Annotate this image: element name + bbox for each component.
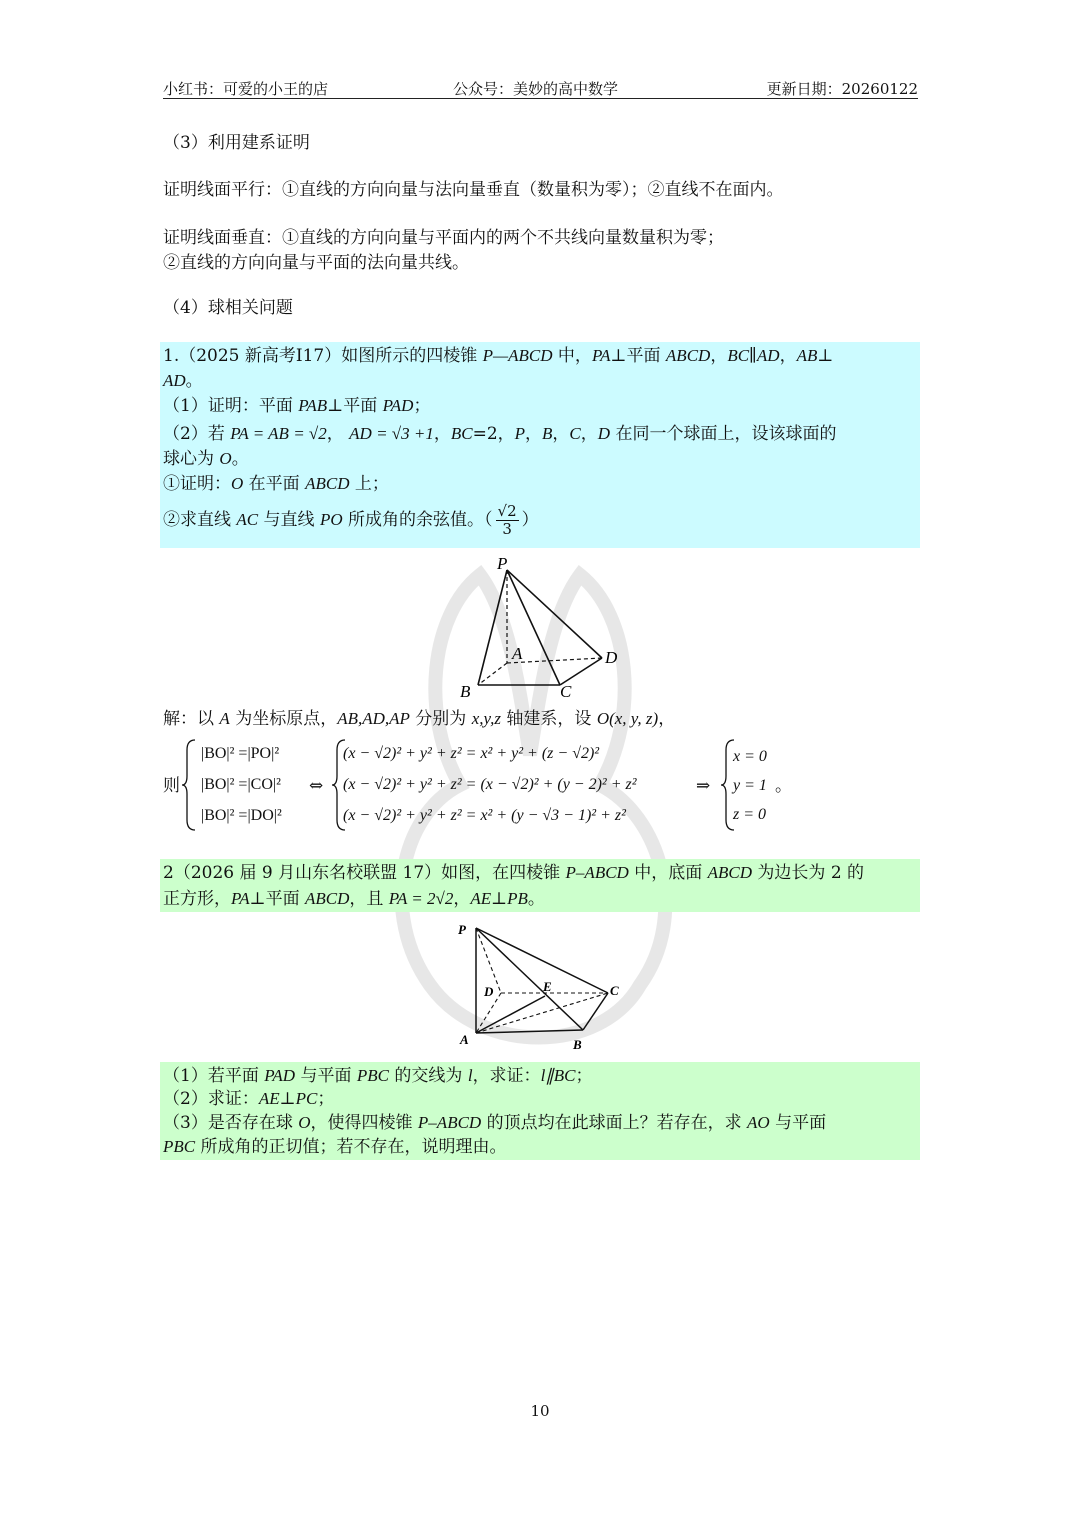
pyramid-figure-1	[450, 553, 640, 703]
problem2-q2: （2）求证：AE⊥PC；	[163, 1089, 335, 1109]
section3-perp-line1: 证明线面垂直：①直线的方向向量与平面内的两个不共线向量数量积为零；	[163, 228, 724, 248]
iff-symbol: ⇔	[309, 776, 324, 796]
problem1-intro: 1.（2025 新高考Ⅰ17）如图所示的四棱锥 P—ABCD 中，PA⊥平面 ABCD，BC∥AD，AB⊥	[163, 346, 834, 366]
label-E2: E	[543, 979, 552, 994]
left-equations: |BO|² =|PO|² |BO|² =|CO|² |BO|² =|DO|²	[201, 745, 282, 824]
problem1-intro-cont: AD。	[163, 371, 203, 391]
label-B2: B	[573, 1037, 582, 1052]
label-P: P	[497, 554, 508, 573]
problem1-sub2: ②求直线 AC 与直线 PO 所成角的余弦值。（ $\frac{√2}{3}$ ）	[163, 502, 539, 538]
page-header	[163, 78, 918, 99]
problem2-q3-cont: PBC 所成角的正切值；若不存在，说明理由。	[163, 1137, 507, 1157]
header-right: 更新日期：20260122	[766, 80, 918, 98]
problem2-line1: 2（2026 届 9 月山东名校联盟 17）如图，在四棱锥 P–ABCD 中，底面 ABCD 为边长为 2 的	[163, 863, 865, 883]
problem1-sub1: ①证明：O 在平面 ABCD 上；	[163, 474, 389, 494]
equation-system	[163, 738, 923, 834]
section3-perp-line2: ②直线的方向向量与平面的法向量共线。	[163, 253, 469, 273]
left-brace	[181, 738, 197, 832]
page-number: 10	[530, 1402, 550, 1420]
right-equations: x = 0 y = 1 z = 0	[733, 748, 767, 823]
label-A: A	[512, 644, 523, 663]
implies-symbol: ⇒	[696, 776, 711, 796]
problem1-q1: （1）证明：平面 PAB⊥平面 PAD；	[163, 396, 431, 416]
then-label: 则	[163, 776, 180, 796]
problem2-questions-box	[160, 1062, 920, 1160]
problem2-q1: （1）若平面 PAD 与平面 PBC 的交线为 l，求证：l∥BC；	[163, 1066, 593, 1086]
section3-heading: （3）利用建系证明	[163, 133, 310, 153]
section4-heading: （4）球相关问题	[163, 298, 293, 318]
label-A2: A	[460, 1032, 469, 1047]
middle-equations: (x − √2)² + y² + z² = x² + y² + (z − √2)² (x − √2)² + y² + z² = (x − √2)² + (y − 2)² + z² (x − √2)² + y² + z² = x² + (y − √3 − 1)² + z²	[343, 745, 637, 824]
problem1-box	[160, 342, 920, 548]
end-period: 。	[775, 776, 792, 796]
label-C2: C	[610, 983, 619, 998]
label-P2: P	[458, 922, 466, 937]
problem1-q2-cont: 球心为 O。	[163, 449, 249, 469]
problem2-line2: 正方形，PA⊥平面 ABCD，且 PA = 2√2，AE⊥PB。	[163, 889, 545, 909]
header-left: 小红书：可爱的小王的店	[163, 80, 329, 98]
section3-parallel: 证明线面平行：①直线的方向向量与法向量垂直（数量积为零）；②直线不在面内。	[163, 180, 784, 200]
problem2-q3: （3）是否存在球 O，使得四棱锥 P–ABCD 的顶点均在此球面上？若存在，求 AO 与平面	[163, 1113, 827, 1133]
pyramid-figure-2	[450, 918, 640, 1054]
solution-line: 解：以 A 为坐标原点，AB,AD,AP 分别为 x,y,z 轴建系，设 O(x, y, z)，	[163, 709, 676, 729]
problem1-q2: （2）若 PA = AB = √2， AD = √3 +1，BC=2，P，B，C，D 在同一个球面上，设该球面的	[163, 424, 837, 444]
header-center: 公众号：美妙的高中数学	[453, 80, 619, 98]
label-C: C	[560, 682, 572, 701]
problem2-box	[160, 859, 920, 912]
answer-fraction: $\frac{√2}{3}$	[497, 502, 517, 538]
label-B: B	[460, 682, 471, 701]
label-D: D	[605, 648, 618, 667]
label-D2: D	[484, 984, 494, 999]
